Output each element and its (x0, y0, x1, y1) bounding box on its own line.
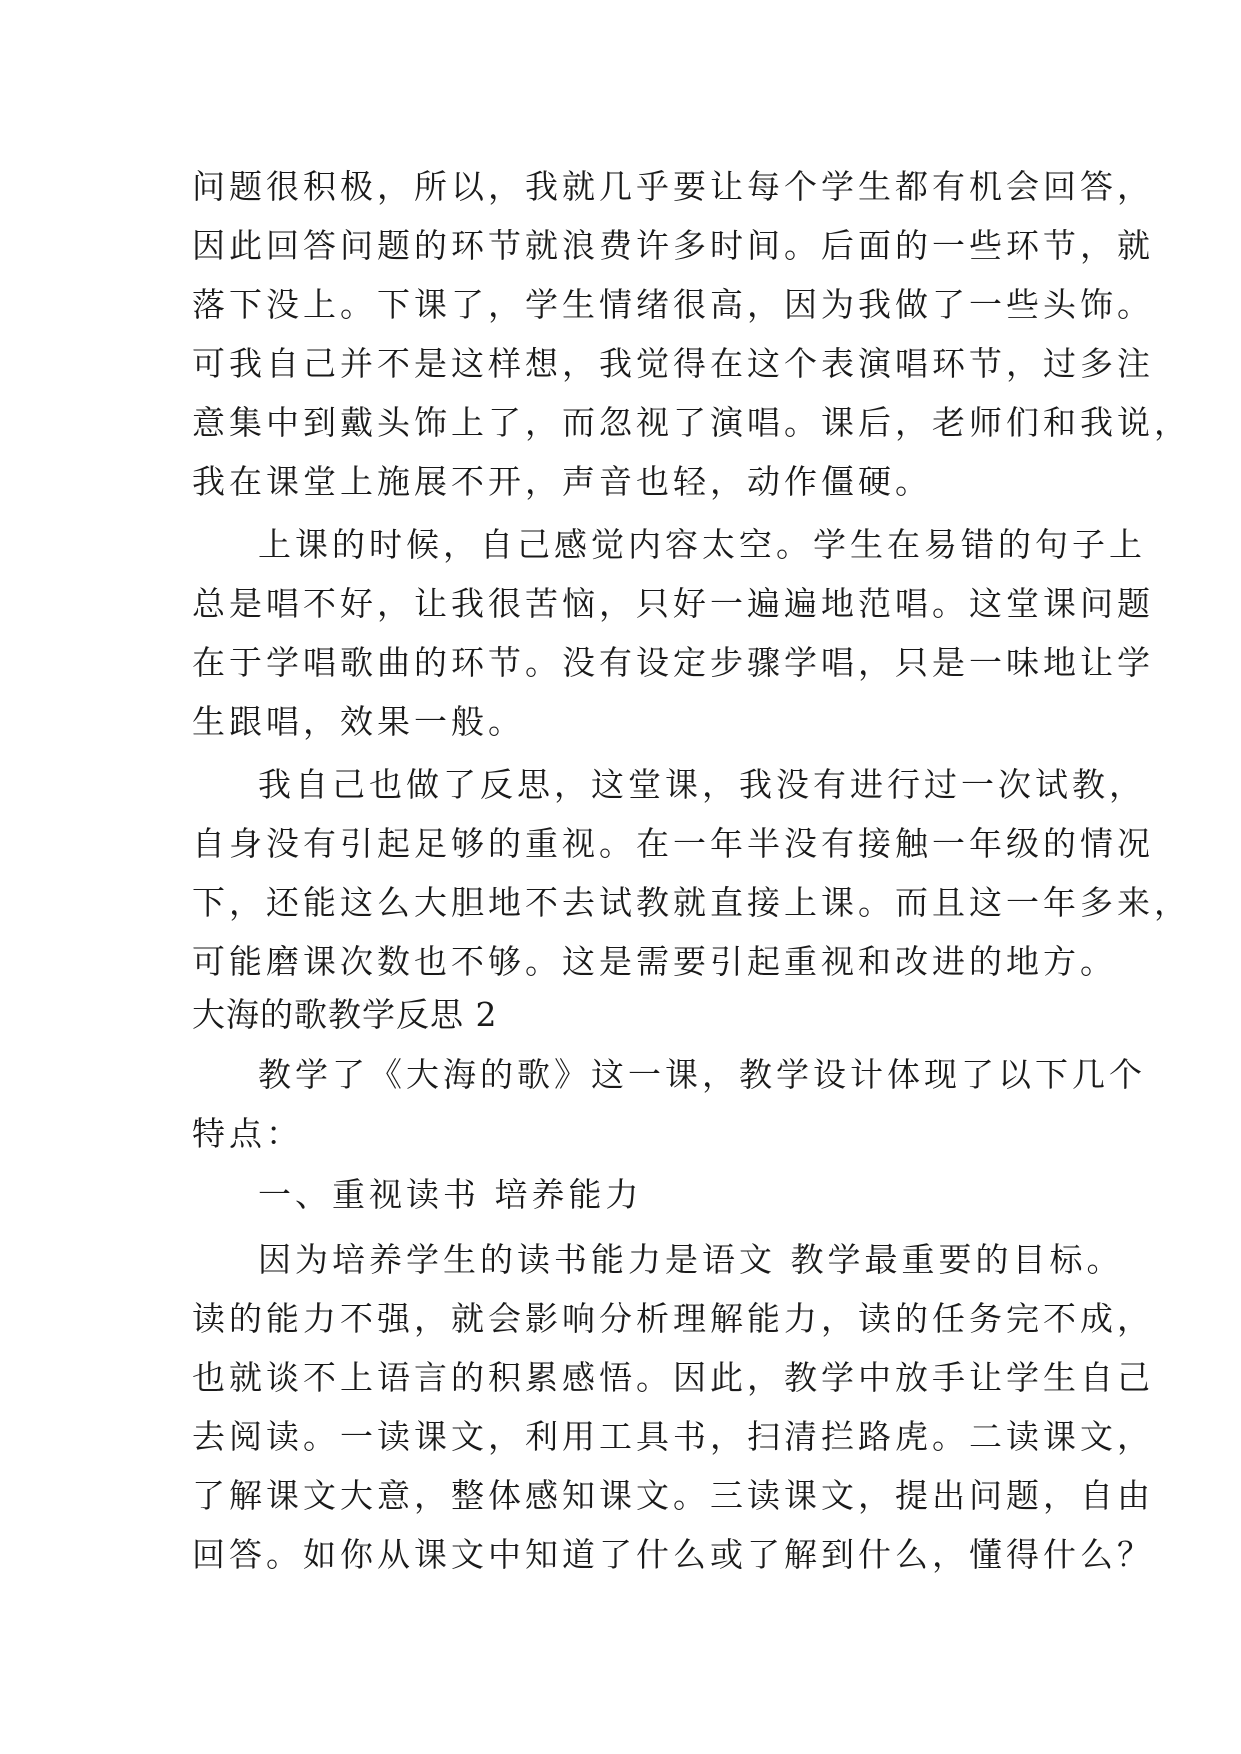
paragraph-line: 也就谈不上语言的积累感悟。因此，教学中放手让学生自己 (192, 1358, 1154, 1397)
paragraph-line: 问题很积极，所以，我就几乎要让每个学生都有机会回答， (192, 167, 1154, 206)
paragraph-line: 读的能力不强，就会影响分析理解能力，读的任务完不成， (192, 1299, 1154, 1338)
paragraph-line: 上课的时候，自己感觉内容太空。学生在易错的句子上 (258, 525, 1146, 564)
paragraph-line: 特点： (192, 1114, 303, 1153)
paragraph-line: 可能磨课次数也不够。这是需要引起重视和改进的地方。 (192, 942, 1117, 981)
paragraph-line: 去阅读。一读课文，利用工具书，扫清拦路虎。二读课文， (192, 1417, 1154, 1456)
paragraph-line: 因此回答问题的环节就浪费许多时间。后面的一些环节，就 (192, 226, 1154, 265)
paragraph-line: 总是唱不好，让我很苦恼，只好一遍遍地范唱。这堂课问题 (192, 584, 1154, 623)
paragraph-line: 自身没有引起足够的重视。在一年半没有接触一年级的情况 (192, 824, 1154, 863)
paragraph-line: 可我自己并不是这样想，我觉得在这个表演唱环节，过多注 (192, 344, 1154, 383)
paragraph-line: 我在课堂上施展不开，声音也轻，动作僵硬。 (192, 462, 932, 501)
paragraph-line: 我自己也做了反思，这堂课，我没有进行过一次试教， (258, 765, 1146, 804)
paragraph-line: 意集中到戴头饰上了，而忽视了演唱。课后，老师们和我说， (192, 403, 1191, 442)
paragraph-line: 下，还能这么大胆地不去试教就直接上课。而且这一年多来， (192, 883, 1191, 922)
section-heading: 大海的歌教学反思 2 (192, 995, 498, 1034)
paragraph-line: 因为培养学生的读书能力是语文 教学最重要的目标。 (258, 1240, 1124, 1279)
paragraph-line: 落下没上。下课了，学生情绪很高，因为我做了一些头饰。 (192, 285, 1154, 324)
subsection-heading: 一、重视读书 培养能力 (258, 1175, 643, 1214)
paragraph-line: 回答。如你从课文中知道了什么或了解到什么，懂得什么？ (192, 1535, 1154, 1574)
paragraph-line: 生跟唱，效果一般。 (192, 702, 525, 741)
paragraph-line: 在于学唱歌曲的环节。没有设定步骤学唱，只是一味地让学 (192, 643, 1154, 682)
paragraph-line: 了解课文大意，整体感知课文。三读课文，提出问题，自由 (192, 1476, 1154, 1515)
paragraph-line: 教学了《大海的歌》这一课，教学设计体现了以下几个 (258, 1055, 1146, 1094)
